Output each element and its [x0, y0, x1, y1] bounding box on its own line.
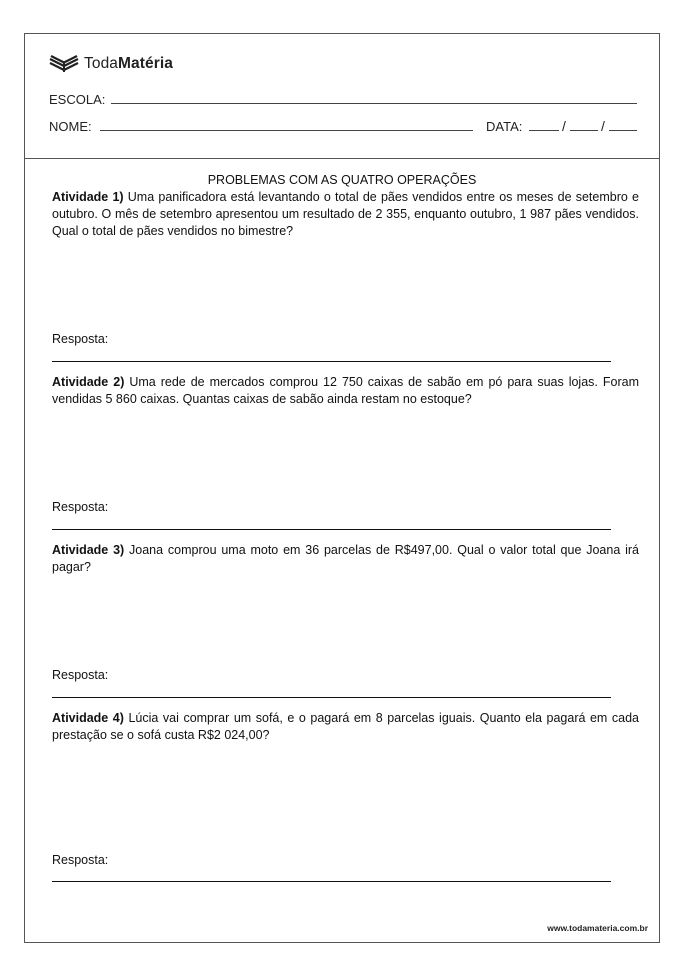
answer-line[interactable] [52, 529, 611, 530]
activity-text: Joana comprou uma moto em 36 parcelas de R$497,00. Qual o valor total que Joana irá pagar? [52, 543, 639, 574]
activity-label: Atividade 2) [52, 375, 125, 389]
date-separator: / [601, 118, 605, 134]
activity-label: Atividade 3) [52, 543, 125, 557]
worksheet [24, 33, 660, 943]
answer-label: Resposta: [52, 500, 109, 514]
brand-logo [49, 53, 173, 75]
date-label: DATA: [486, 119, 523, 134]
school-field[interactable] [111, 103, 637, 104]
answer-label: Resposta: [52, 332, 109, 346]
activity-text: Uma panificadora está levantando o total de pães vendidos entre os meses de setembro e outubro. O mês de setembro apresentou um resultado de 2 355, enquanto outubro, 1 987 pães vendidos. Qual o total de pães vendidos no bimestre? [52, 190, 639, 238]
activity-label: Atividade 4) [52, 711, 124, 725]
page-title: PROBLEMAS COM AS QUATRO OPERAÇÕES [207, 173, 477, 187]
date-day-field[interactable] [529, 130, 559, 131]
name-label: NOME: [49, 119, 92, 134]
answer-line[interactable] [52, 881, 611, 882]
answer-line[interactable] [52, 697, 611, 698]
activity-text: Lúcia vai comprar um sofá, e o pagará em 8 parcelas iguais. Quanto ela pagará em cada prestação se o sofá custa R$2 024,00? [52, 711, 639, 742]
name-field[interactable] [100, 130, 473, 131]
answer-line[interactable] [52, 361, 611, 362]
book-logo-icon [49, 55, 79, 73]
answer-label: Resposta: [52, 853, 109, 867]
activity-3 [52, 542, 639, 576]
brand-name: TodaMatéria [84, 55, 173, 72]
activity-4 [52, 710, 639, 744]
activity-label: Atividade 1) [52, 190, 124, 204]
worksheet-header [25, 34, 659, 159]
activity-2 [52, 374, 639, 408]
activity-1 [52, 189, 639, 240]
date-year-field[interactable] [609, 130, 637, 131]
date-month-field[interactable] [570, 130, 598, 131]
activity-text: Uma rede de mercados comprou 12 750 caixas de sabão em pó para suas lojas. Foram vendidas 5 860 caixas. Quantas caixas de sabão ainda restam no estoque? [52, 375, 639, 406]
school-label: ESCOLA: [49, 92, 106, 107]
footer-url: www.todamateria.com.br [547, 923, 648, 933]
answer-label: Resposta: [52, 668, 109, 682]
date-separator: / [562, 118, 566, 134]
